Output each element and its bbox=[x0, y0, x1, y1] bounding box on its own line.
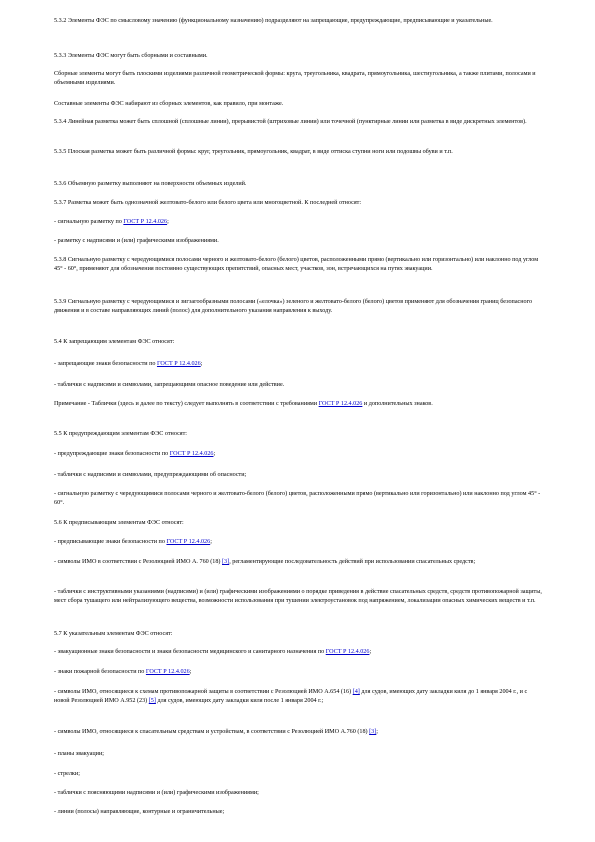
paragraph-p12 bbox=[54, 298, 544, 315]
paragraph-p28 bbox=[54, 688, 544, 705]
paragraph-text: 5.3.8 Сигнальную разметку с чередующимися полосами черного и желтовато-белого (белого) цветов, расположенными прямо (вертикально или горизонтально) или наклонно под углом 45° - 60°, применяют для обозначения постоянно существующих препятствий, опасных мест, участков, зон, встречающихся на путях эвакуации. bbox=[54, 257, 539, 272]
paragraph-text: 5.3.2 Элементы ФЭС по смысловому значению (функциональному назначению) подразделяют на запрещающие, предупреждающие, предписывающие и указательные. bbox=[54, 18, 493, 24]
paragraph-p32 bbox=[54, 789, 544, 798]
document-page bbox=[54, 0, 544, 842]
paragraph-text: - планы эвакуации; bbox=[54, 751, 104, 757]
paragraph-text: 5.4 К запрещающим элементам ФЭС относят: bbox=[54, 339, 175, 345]
paragraph-p29 bbox=[54, 728, 544, 737]
paragraph-text: ; bbox=[200, 361, 203, 367]
paragraph-text: - знаки пожарной безопасности по bbox=[54, 669, 146, 675]
paragraph-p25 bbox=[54, 630, 544, 639]
paragraph-text: для судов, имеющих дату закладки киля после 1 января 2004 г.; bbox=[155, 697, 324, 704]
paragraph-text: - таблички с надписями и символами, предупреждающими об опасности; bbox=[54, 472, 247, 478]
reference-link[interactable]: ГОСТ Р 12.4.026 bbox=[318, 401, 363, 407]
paragraph-p8 bbox=[54, 199, 544, 208]
paragraph-p1 bbox=[54, 17, 544, 26]
paragraph-text: - разметку с надписями и (или) графическими изображениями. bbox=[54, 238, 219, 244]
reference-link[interactable]: ГОСТ Р 12.4.026 bbox=[145, 669, 190, 675]
paragraph-text: 5.5 К предупреждающим элементам ФЭС относят: bbox=[54, 431, 188, 437]
paragraph-p23 bbox=[54, 558, 544, 567]
paragraph-text: ; bbox=[189, 669, 192, 675]
paragraph-p2 bbox=[54, 52, 544, 61]
paragraph-text: - стрелки; bbox=[54, 771, 80, 777]
paragraph-text: ; bbox=[369, 649, 372, 655]
reference-link[interactable]: ГОСТ Р 12.4.026 bbox=[156, 361, 201, 367]
paragraph-p33 bbox=[54, 808, 544, 817]
reference-link[interactable]: ГОСТ Р 12.4.026 bbox=[325, 649, 370, 655]
paragraph-text: - запрещающие знаки безопасности по bbox=[54, 361, 157, 367]
paragraph-text: Примечание - Таблички (здесь и далее по тексту) следует выполнять в соответствии с требованиями bbox=[54, 401, 319, 407]
paragraph-p5 bbox=[54, 118, 544, 127]
paragraph-text: ; bbox=[210, 539, 212, 545]
paragraph-text: 5.3.7 Разметка может быть однозначной желтовато-белого или белого цвета или многоцветной. К последней относят: bbox=[54, 200, 362, 206]
paragraph-p9 bbox=[54, 218, 544, 227]
paragraph-text: 5.7 К указательным элементам ФЭС относят: bbox=[54, 631, 173, 637]
paragraph-p24 bbox=[54, 588, 544, 605]
reference-link[interactable]: [4] bbox=[352, 689, 360, 695]
paragraph-text: 5.3.9 Сигнальную разметку с чередующимися и зигзагообразными полосами («елочка») зеленого и желтовато-белого (белого) цветов применяют для обозначения границ безопасного движения и в составе направляющих линий (полос) для дополнительного указания направления к выходу. bbox=[54, 299, 533, 314]
paragraph-p14 bbox=[54, 360, 544, 369]
reference-link[interactable]: ГОСТ Р 12.4.026 bbox=[123, 219, 168, 225]
paragraph-text: - сигнальную разметку с чередующимися полосами черного и желтовато-белого (белого) цветов, расположенными прямо (вертикально или горизонтально) или наклонно под углом 45° - 60°. bbox=[54, 491, 541, 506]
reference-link[interactable]: ГОСТ Р 12.4.026 bbox=[166, 539, 211, 545]
paragraph-text: - таблички с надписями и символами, запрещающими опасное поведение или действие. bbox=[54, 382, 285, 388]
paragraph-text: - предписывающие знаки безопасности по bbox=[54, 539, 167, 545]
paragraph-p21 bbox=[54, 519, 544, 528]
paragraph-text: 5.3.4 Линейная разметка может быть сплошной (сплошные линии), прерывистой (штриховые линии) или точечной (пунктирные линии или разметка в виде дискретных элементов). bbox=[54, 119, 527, 125]
paragraph-text: - таблички с инструктивными указаниями (надписями) и (или) графическими изображениями о порядке приведения в действие спасательных средств, средств противопожарной защиты, мест сбора тушащего или нейтрализующего вещества, возможности использования при тушении электроустановок под напряжением, локализации опасных химических веществ и т.п. bbox=[54, 589, 542, 604]
paragraph-p15 bbox=[54, 381, 544, 390]
paragraph-text: - символы ИМО в соответствии с Резолюцией ИМО А. 760 (18) bbox=[54, 559, 223, 565]
reference-link[interactable]: [5] bbox=[148, 697, 156, 704]
paragraph-text: Сборные элементы могут быть плоскими изделиями различной геометрической формы: круга, треугольника, квадрата, прямоугольника, шестиугольника, а также плитами, полосами и объемными изделиями. bbox=[54, 71, 536, 86]
paragraph-text: ; bbox=[167, 219, 169, 225]
paragraph-p22 bbox=[54, 538, 544, 547]
paragraph-p16 bbox=[54, 400, 544, 409]
paragraph-p31 bbox=[54, 770, 544, 779]
paragraph-text: ; bbox=[376, 729, 378, 735]
paragraph-p18 bbox=[54, 450, 544, 459]
paragraph-text: 5.3.5 Плоская разметка может быть различной формы: круг, треугольник, прямоугольник, квадрат, в виде оттиска ступни ноги или подошвы обуви и т.п. bbox=[54, 149, 453, 155]
paragraph-text: - сигнальную разметку по bbox=[54, 219, 124, 225]
paragraph-p13 bbox=[54, 338, 544, 347]
reference-link[interactable]: [3] bbox=[369, 729, 377, 735]
paragraph-p27 bbox=[54, 668, 544, 677]
paragraph-text: 5.3.6 Объемную разметку выполняют на поверхности объемных изделий. bbox=[54, 181, 247, 187]
paragraph-text: и дополнительных знаков. bbox=[362, 401, 433, 407]
paragraph-text: Составные элементы ФЭС набирают из сборных элементов, как правило, при монтаже. bbox=[54, 101, 284, 107]
paragraph-text: - линии (полосы) направляющие, контурные и ограничительные; bbox=[54, 809, 225, 815]
paragraph-p4 bbox=[54, 100, 544, 109]
paragraph-p3 bbox=[54, 70, 544, 87]
paragraph-p26 bbox=[54, 648, 544, 657]
paragraph-p10 bbox=[54, 237, 544, 246]
paragraph-text: 5.6 К предписывающим элементам ФЭС относят: bbox=[54, 520, 184, 526]
paragraph-text: для судов, имеющих дату закладки киля до 1 января 2004 г., и с новой Резолюцией ИМО А.952 (23) bbox=[54, 689, 528, 704]
paragraph-p20 bbox=[54, 490, 544, 507]
paragraph-p7 bbox=[54, 180, 544, 189]
paragraph-p11 bbox=[54, 256, 544, 273]
paragraph-text: - символы ИМО, относящиеся к схемам противопожарной защиты в соответствии с Резолюцией ИМО А.654 (16) bbox=[54, 689, 353, 695]
paragraph-text: - эвакуационные знаки безопасности и знаки безопасности медицинского и санитарного назначения по bbox=[54, 649, 326, 655]
paragraph-p19 bbox=[54, 471, 544, 480]
paragraph-p30 bbox=[54, 750, 544, 759]
paragraph-text: - предупреждающие знаки безопасности по bbox=[54, 451, 170, 457]
paragraph-text: 5.3.3 Элементы ФЭС могут быть сборными и составными. bbox=[54, 53, 208, 59]
paragraph-text: , регламентирующие последовательность действий при использовании спасательных средств; bbox=[229, 559, 476, 565]
paragraph-p17 bbox=[54, 430, 544, 439]
reference-link[interactable]: ГОСТ Р 12.4.026 bbox=[169, 451, 214, 457]
paragraph-text: - таблички с поясняющими надписями и (или) графическими изображениями; bbox=[54, 790, 259, 796]
paragraph-text: ; bbox=[213, 451, 216, 457]
reference-link[interactable]: [3] bbox=[222, 559, 230, 565]
paragraph-p6 bbox=[54, 148, 544, 157]
paragraph-text: - символы ИМО, относящиеся к спасательным средствам и устройствам, в соответствии с Резолюцией ИМО А.760 (18) bbox=[54, 729, 370, 735]
